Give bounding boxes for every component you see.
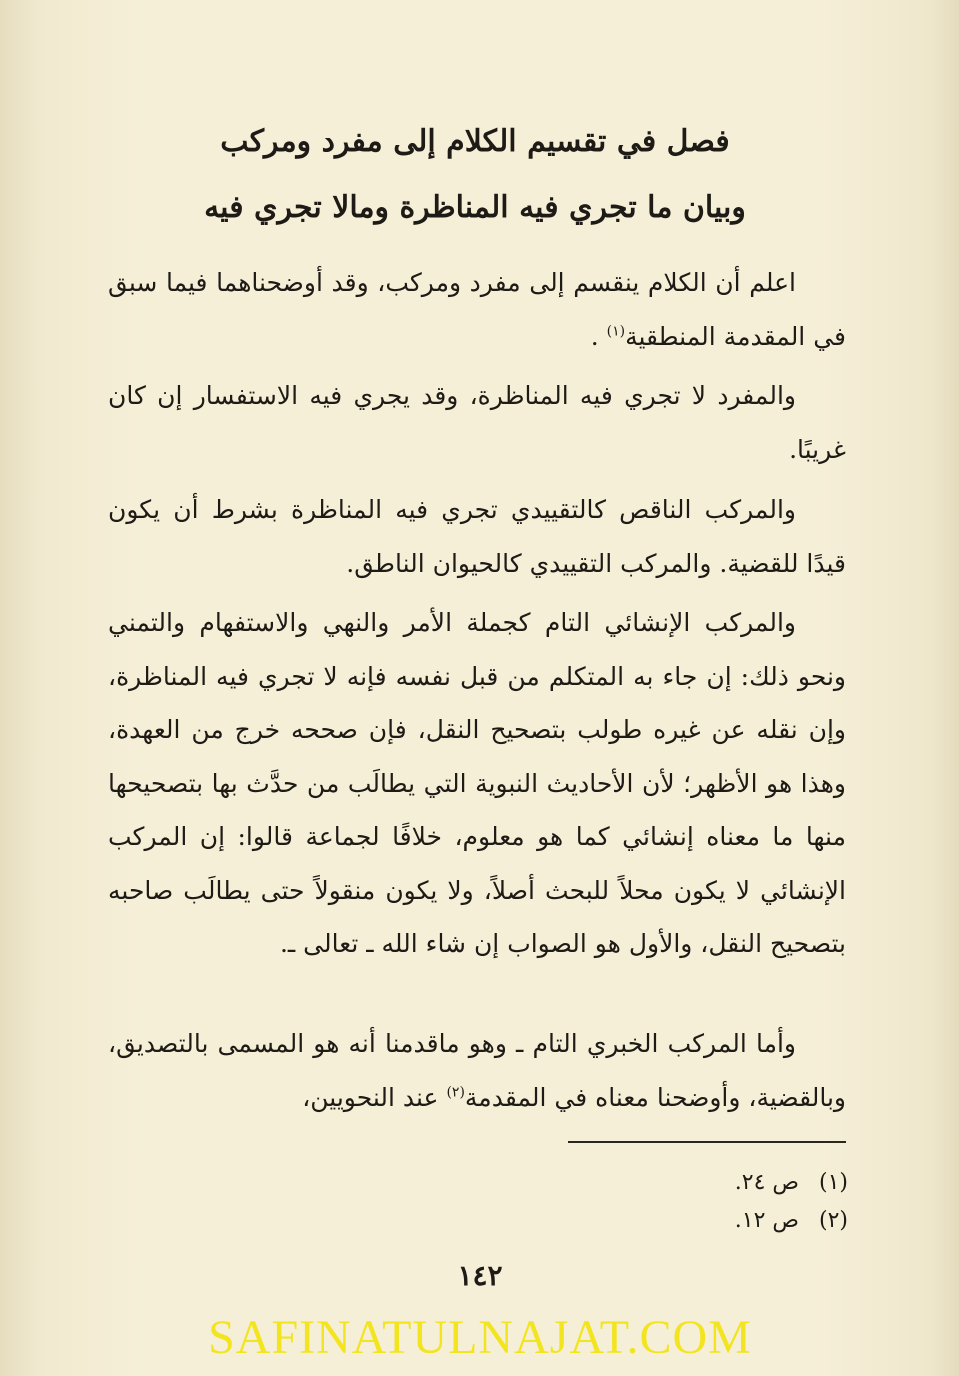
footnote-ref-2: (٢) bbox=[446, 1084, 465, 1101]
paragraph-5-end: عند النحويين، bbox=[302, 1082, 447, 1112]
footnote-1-number: (١) bbox=[818, 1170, 848, 1195]
paragraph-5 bbox=[108, 1017, 846, 1124]
footnote-divider bbox=[568, 1141, 846, 1143]
paragraph-1 bbox=[108, 256, 846, 363]
watermark: SAFINATULNAJAT.COM bbox=[208, 1311, 752, 1364]
paragraph-4: والمركب الإنشائي التام كجملة الأمر والنهي والاستفهام والتمني ونحو ذلك: إن جاء به المتكلم من قبل نفسه فإنه لا تجري فيه المناظرة، وإن نقله عن غيره طولب بتصحيح النقل، فإن صححه خرج من العهدة، وهذا هو الأظهر؛ لأن الأحاديث النبوية التي يطالَب من حدَّث بها بتصحيحها منها ما معناه إنشائي كما هو معلوم، خلافًا لجماعة قالوا: إن المركب الإنشائي لا يكون محلاً للبحث أصلاً، ولا يكون منقولاً حتى يطالَب صاحبه بتصحيح النقل، والأول هو الصواب إن شاء الله ـ تعالى ـ. bbox=[108, 608, 846, 958]
footnote-ref-1: (١) bbox=[606, 323, 626, 340]
paragraph-5-text: وأما المركب الخبري التام ـ وهو ماقدمنا أنه هو المسمى بالتصديق، وبالقضية، وأوضحنا معناه في المقدمة bbox=[108, 1029, 846, 1112]
chapter-title-line-2: وبيان ما تجري فيه المناظرة ومالا تجري فيه bbox=[204, 190, 746, 225]
paragraph-1-end: . bbox=[590, 321, 607, 351]
paragraph-1-text: اعلم أن الكلام ينقسم إلى مفرد ومركب، وقد أوضحناهما فيما سبق في المقدمة المنطقية bbox=[108, 268, 846, 351]
paragraph-2: والمفرد لا تجري فيه المناظرة، وقد يجري فيه الاستفسار إن كان غريبًا. bbox=[108, 381, 846, 464]
paragraph-3: والمركب الناقص كالتقييدي تجري فيه المناظرة بشرط أن يكون قيدًا للقضية. والمركب التقييدي كالحيوان الناطق. bbox=[108, 495, 846, 578]
page-number: ١٤٢ bbox=[457, 1259, 503, 1292]
footnote-2 bbox=[560, 1206, 848, 1236]
footnote-1 bbox=[560, 1168, 848, 1198]
footnote-2-text: ص ١٢. bbox=[734, 1208, 799, 1233]
chapter-title-line-1: فصل في تقسيم الكلام إلى مفرد ومركب bbox=[220, 124, 730, 159]
footnote-2-number: (٢) bbox=[818, 1208, 848, 1233]
footnote-1-text: ص ٢٤. bbox=[734, 1170, 799, 1195]
